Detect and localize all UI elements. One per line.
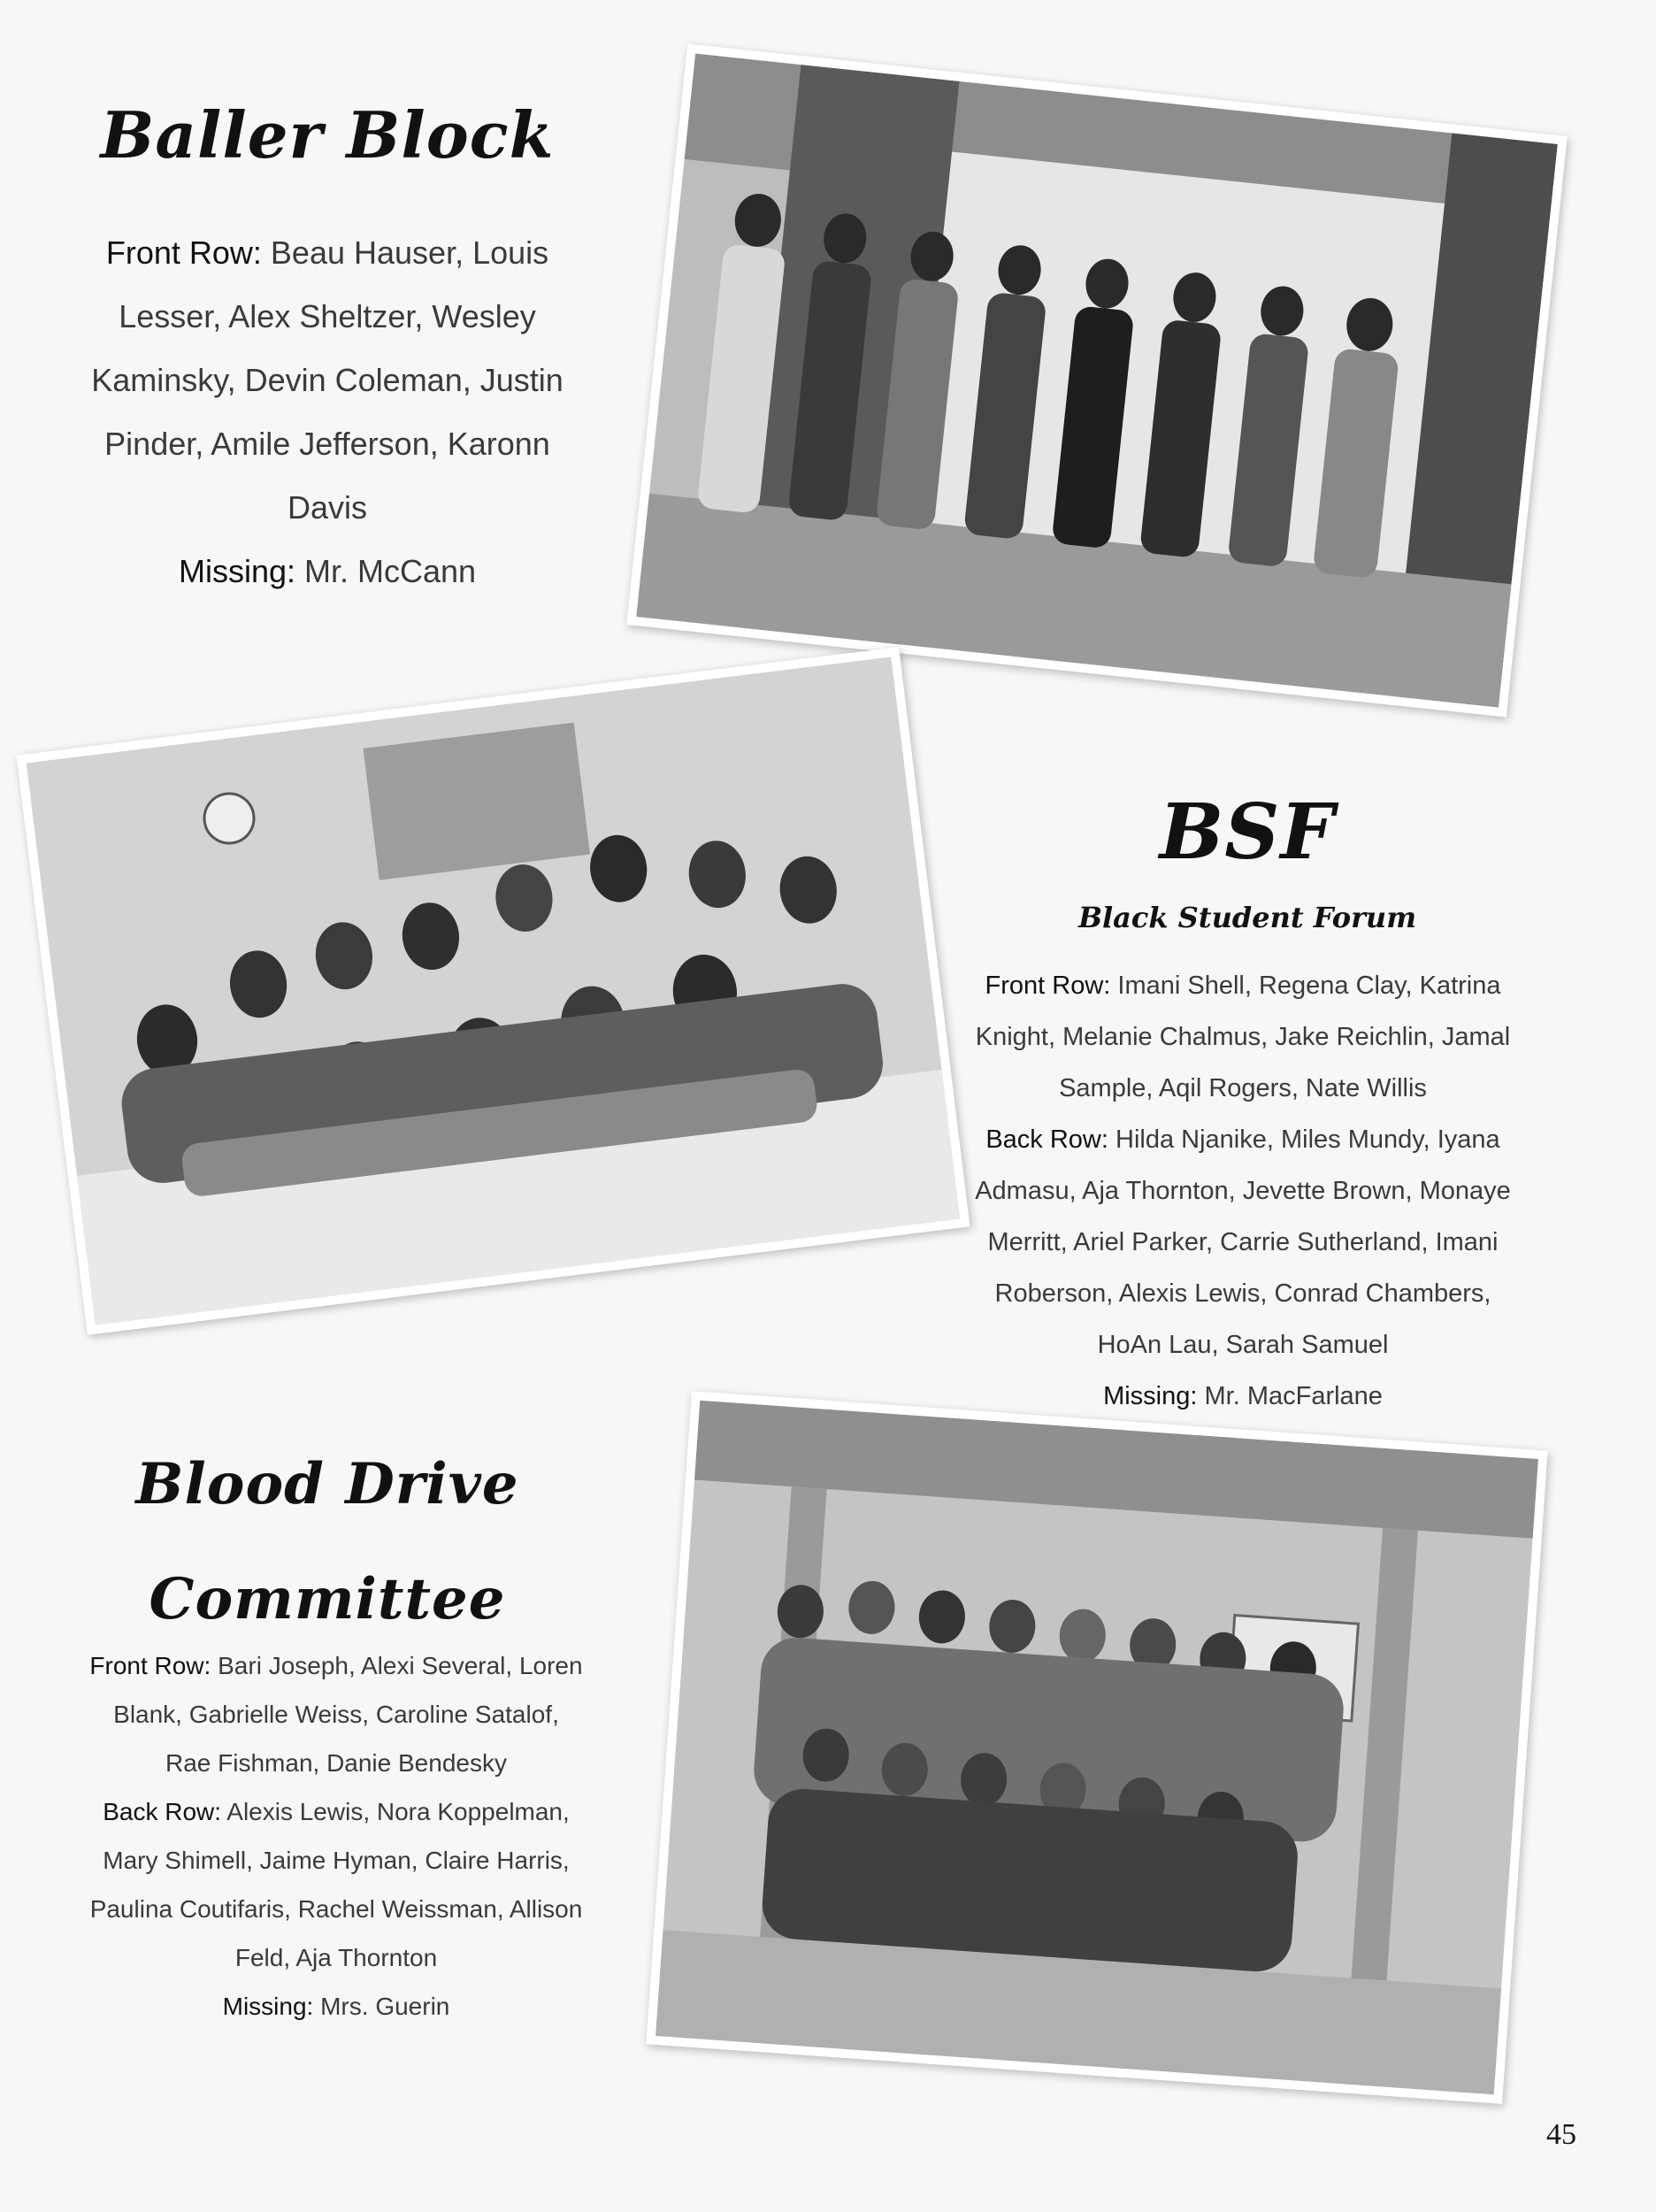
blood-drive-caption: [88, 1641, 584, 2031]
bsf-missing-label: Missing:: [1103, 1382, 1198, 1410]
blood-front-label: Front Row:: [89, 1652, 211, 1679]
baller-missing-label: Missing:: [178, 553, 295, 589]
bsf-subtitle: Black Student Forum: [1077, 901, 1417, 934]
baller-front-names: Beau Hauser, Louis Lesser, Alex Sheltzer, Wesley Kaminsky, Devin Coleman, Justin Pinder, Amile Jefferson, Karonn Davis: [91, 234, 564, 526]
baller-missing-names: Mr. McCann: [304, 553, 477, 589]
page-number: 45: [1546, 2118, 1576, 2151]
bsf-back-label: Back Row:: [985, 1125, 1108, 1154]
blood-drive-photo: [646, 1391, 1547, 2104]
blood-drive-title-line2: Committee: [149, 1566, 506, 1632]
bsf-title: BSF: [1159, 787, 1336, 877]
bsf-photo: [17, 647, 970, 1335]
bsf-front-label: Front Row:: [985, 972, 1111, 1000]
bsf-back-names: Hilda Njanike, Miles Mundy, Iyana Admasu, Aja Thornton, Jevette Brown, Monaye Merritt, Ariel Parker, Carrie Sutherland, Imani Roberson, Alexis Lewis, Conrad Chambers, HoAn Lau, Sarah Samuel: [975, 1125, 1511, 1359]
blood-missing-names: Mrs. Guerin: [320, 1993, 450, 2020]
bsf-front-names: Imani Shell, Regena Clay, Katrina Knight, Melanie Chalmus, Jake Reichlin, Jamal Sample, Aqil Rogers, Nate Willis: [975, 972, 1511, 1102]
blood-back-label: Back Row:: [103, 1798, 222, 1825]
bsf-missing-names: Mr. MacFarlane: [1204, 1382, 1383, 1410]
blood-missing-label: Missing:: [222, 1993, 314, 2020]
baller-block-photo: [626, 44, 1568, 718]
baller-front-label: Front Row:: [105, 234, 262, 271]
blood-back-names: Alexis Lewis, Nora Koppelman, Mary Shimell, Jaime Hyman, Claire Harris, Paulina Coutifaris, Rachel Weissman, Allison Feld, Aja Thornton: [89, 1798, 583, 1971]
blood-drive-title-line1: Blood Drive: [135, 1451, 519, 1517]
blood-front-names: Bari Joseph, Alexi Several, Loren Blank, Gabrielle Weiss, Caroline Satalof, Rae Fishman, Danie Bendesky: [113, 1652, 583, 1777]
bsf-caption: [960, 960, 1526, 1422]
baller-block-caption: [75, 221, 579, 603]
baller-block-title: Baller Block: [100, 97, 555, 173]
